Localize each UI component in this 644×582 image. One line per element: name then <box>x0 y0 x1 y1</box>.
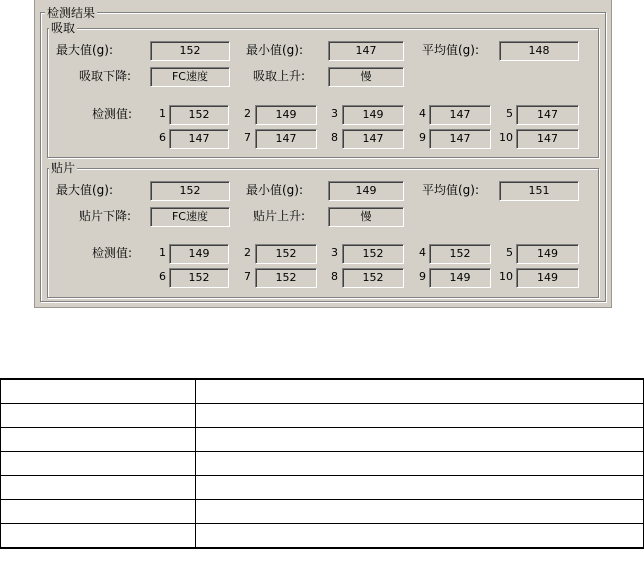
table-cell <box>1 452 196 476</box>
table-cell <box>1 500 196 524</box>
table-cell <box>196 379 644 404</box>
table-cell <box>1 404 196 428</box>
pickup-group-title: 吸取 <box>51 21 76 35</box>
mount-detect-value: 152 <box>169 268 229 288</box>
mount-detect-value: 152 <box>255 244 317 264</box>
table-row <box>1 404 644 428</box>
mount-down-label: 贴片下降: <box>79 209 132 223</box>
pickup-up-label: 吸取上升: <box>253 69 306 83</box>
pickup-detect-value: 147 <box>516 105 579 125</box>
pickup-avg-value: 148 <box>499 41 579 61</box>
pickup-index: 8 <box>331 131 338 144</box>
mount-avg-label: 平均值(g): <box>422 183 480 197</box>
pickup-index: 6 <box>159 131 166 144</box>
pickup-max-value: 152 <box>150 41 230 61</box>
mount-index: 4 <box>419 246 426 259</box>
table-cell <box>196 452 644 476</box>
pickup-detect-value: 147 <box>429 105 491 125</box>
mount-detect-value: 149 <box>429 268 491 288</box>
table-row <box>1 428 644 452</box>
pickup-down-label: 吸取下降: <box>79 69 132 83</box>
mount-index: 6 <box>159 270 166 283</box>
mount-index: 10 <box>499 270 513 283</box>
mount-detect-value: 152 <box>342 244 404 264</box>
detection-result-panel <box>34 0 612 308</box>
pickup-avg-label: 平均值(g): <box>422 43 480 57</box>
table-cell <box>196 404 644 428</box>
mount-detect-value: 152 <box>429 244 491 264</box>
mount-index: 9 <box>419 270 426 283</box>
mount-group-title: 贴片 <box>51 161 76 175</box>
mount-max-label: 最大值(g): <box>56 183 114 197</box>
pickup-index: 3 <box>331 107 338 120</box>
pickup-min-label: 最小值(g): <box>246 43 304 57</box>
table-cell <box>196 524 644 549</box>
pickup-detect-value: 149 <box>255 105 317 125</box>
pickup-index: 4 <box>419 107 426 120</box>
pickup-detect-value: 147 <box>342 129 404 149</box>
mount-index: 5 <box>506 246 513 259</box>
mount-detect-value: 149 <box>516 268 579 288</box>
pickup-index: 2 <box>244 107 251 120</box>
pickup-detect-value: 147 <box>169 129 229 149</box>
mount-detect-value: 152 <box>255 268 317 288</box>
mount-max-value: 152 <box>150 181 230 201</box>
mount-index: 3 <box>331 246 338 259</box>
table-cell <box>1 428 196 452</box>
pickup-detect-value: 152 <box>169 105 229 125</box>
mount-detect-value: 149 <box>516 244 579 264</box>
table-cell <box>1 476 196 500</box>
mount-detect-label: 检测值: <box>92 246 133 260</box>
pickup-detect-value: 147 <box>255 129 317 149</box>
table-cell <box>196 428 644 452</box>
pickup-detect-label: 检测值: <box>92 107 133 121</box>
mount-min-value: 149 <box>328 181 404 201</box>
pickup-index: 5 <box>506 107 513 120</box>
table-row <box>1 379 644 404</box>
table-cell <box>196 476 644 500</box>
mount-min-label: 最小值(g): <box>246 183 304 197</box>
pickup-detect-value: 149 <box>342 105 404 125</box>
pickup-index: 7 <box>244 131 251 144</box>
detection-result-title: 检测结果 <box>47 6 96 20</box>
mount-up-value: 慢 <box>328 207 404 227</box>
mount-index: 7 <box>244 270 251 283</box>
mount-down-value: FC速度 <box>150 207 230 227</box>
mount-detect-value: 149 <box>169 244 229 264</box>
table-row <box>1 500 644 524</box>
mount-detect-value: 152 <box>342 268 404 288</box>
pickup-min-value: 147 <box>328 41 404 61</box>
mount-up-label: 贴片上升: <box>253 209 306 223</box>
mount-index: 2 <box>244 246 251 259</box>
pickup-detect-value: 147 <box>516 129 579 149</box>
pickup-down-value: FC速度 <box>150 67 230 87</box>
table-row <box>1 452 644 476</box>
empty-table <box>0 378 644 549</box>
pickup-index: 1 <box>159 107 166 120</box>
mount-index: 8 <box>331 270 338 283</box>
table-row <box>1 524 644 549</box>
table-cell <box>196 500 644 524</box>
pickup-detect-value: 147 <box>429 129 491 149</box>
pickup-index: 10 <box>499 131 513 144</box>
pickup-up-value: 慢 <box>328 67 404 87</box>
table-cell <box>1 379 196 404</box>
mount-avg-value: 151 <box>499 181 579 201</box>
table-cell <box>1 524 196 549</box>
table-row <box>1 476 644 500</box>
pickup-index: 9 <box>419 131 426 144</box>
mount-index: 1 <box>159 246 166 259</box>
pickup-max-label: 最大值(g): <box>56 43 114 57</box>
